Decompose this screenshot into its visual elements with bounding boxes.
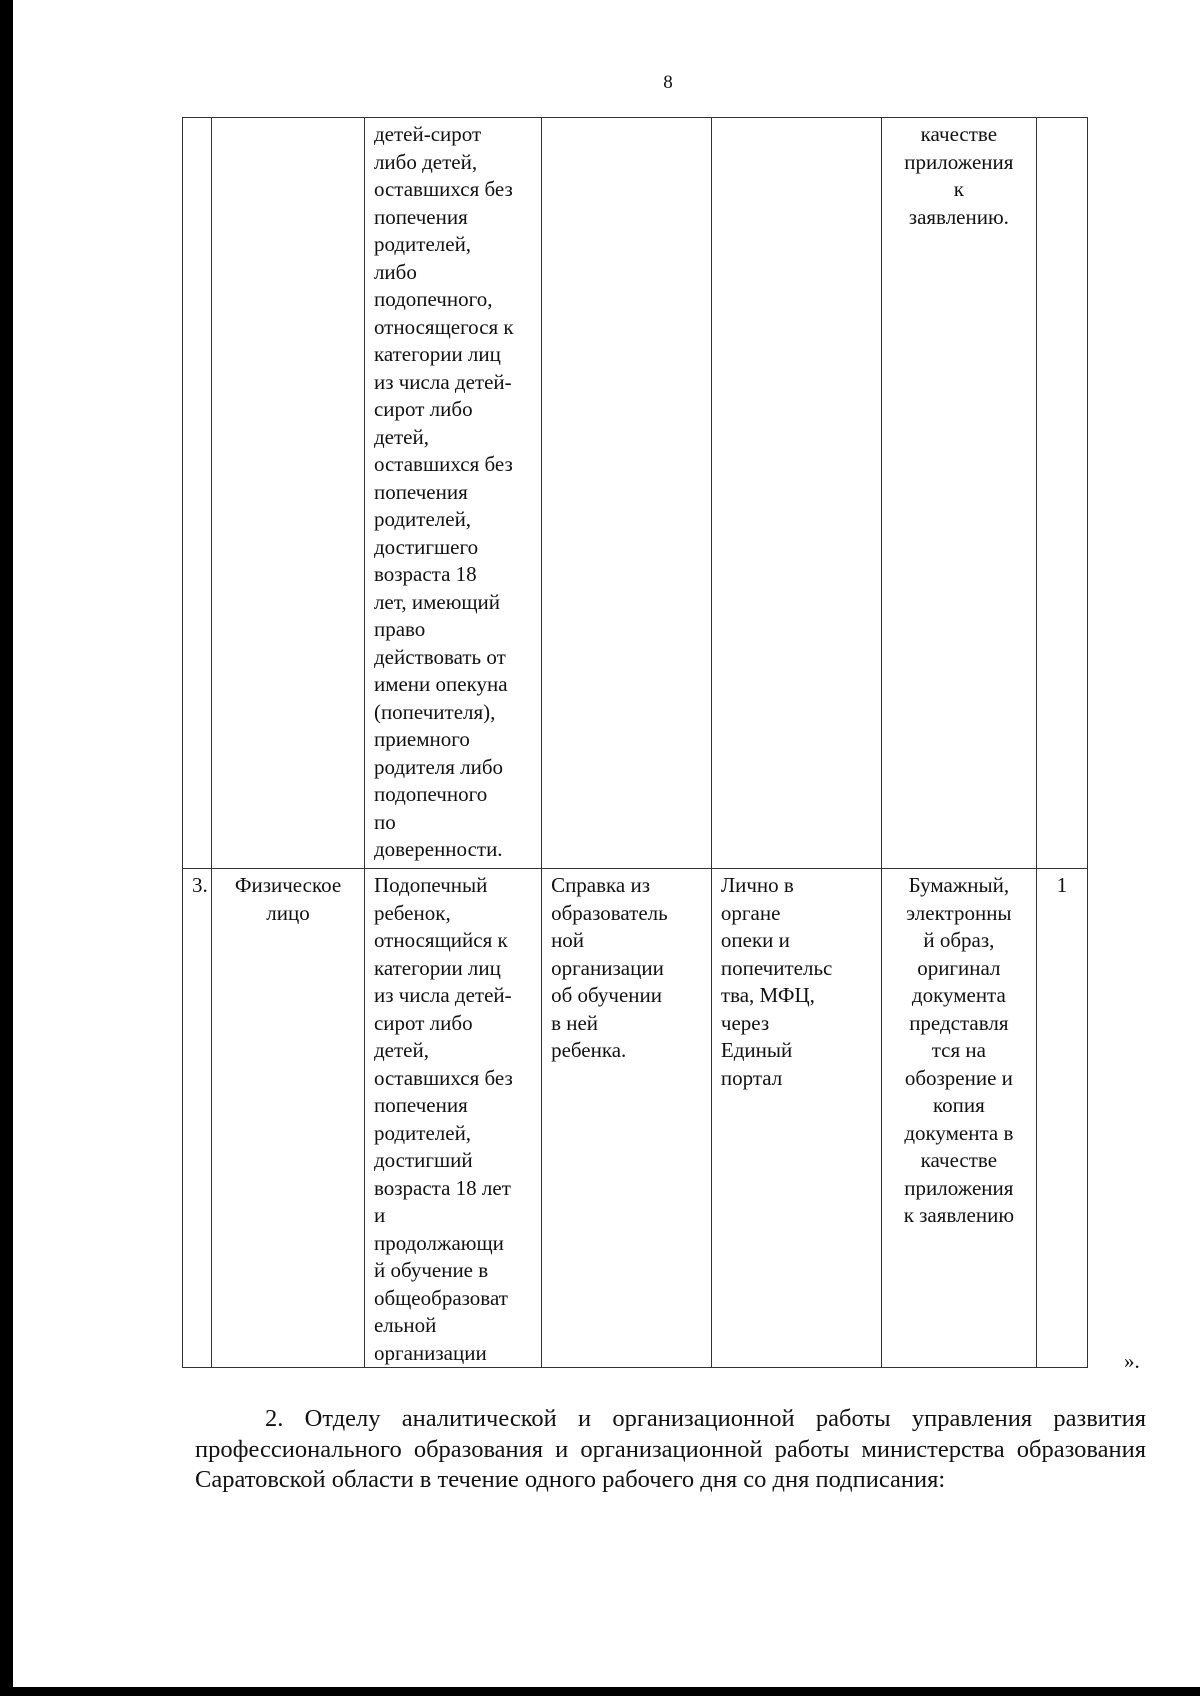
cell-method [711, 118, 881, 869]
table-row [183, 118, 1088, 869]
cell-method: Лично в органе опеки и попечительс тва, МФЦ, через Единый портал [711, 869, 881, 1368]
paragraph-2: 2. Отделу аналитической и организационной работы управления развития профессионального образования и организационной работы министерства образования Саратовской области в течение одного рабочего дня со дня подписания: [195, 1405, 1146, 1493]
cell-category: Подопечный ребенок, относящийся к категории лиц из числа детей- сирот либо детей, оставшихся без попечения родителей, достигший возраста 18 лет и продолжающи й обучение в общеобразоват ельной организации [364, 869, 541, 1368]
cell-applicant: Физическое лицо [212, 869, 365, 1368]
cell-documents [542, 118, 712, 869]
table-row [183, 869, 1088, 1368]
closing-quote: ». [1124, 1349, 1140, 1373]
page-number: 8 [663, 72, 673, 93]
cell-applicant [212, 118, 365, 869]
cell-documents: Справка из образователь ной организации об обучении в ней ребенка. [542, 869, 712, 1368]
cell-category: детей-сирот либо детей, оставшихся без попечения родителей, либо подопечного, относящегося к категории лиц из числа детей- сирот либо детей, оставшихся без попечения родителей, достигшего возраста 18 лет, имеющий право действовать от имени опекуна (попечителя), приемного родителя либо подопечного по доверенности. [364, 118, 541, 869]
cell-form: Бумажный, электронны й образ, оригинал документа представля тся на обозрение и копия документа в качестве приложения к заявлению [881, 869, 1036, 1368]
cell-count: 1 [1037, 869, 1088, 1368]
cell-number: 3. [183, 869, 212, 1368]
cell-count [1037, 118, 1088, 869]
cell-form: качестве приложения к заявлению. [881, 118, 1036, 869]
requirements-table [182, 117, 1088, 1368]
scan-border-left [0, 0, 13, 1696]
scan-border-bottom [0, 1687, 1200, 1696]
cell-number [183, 118, 212, 869]
